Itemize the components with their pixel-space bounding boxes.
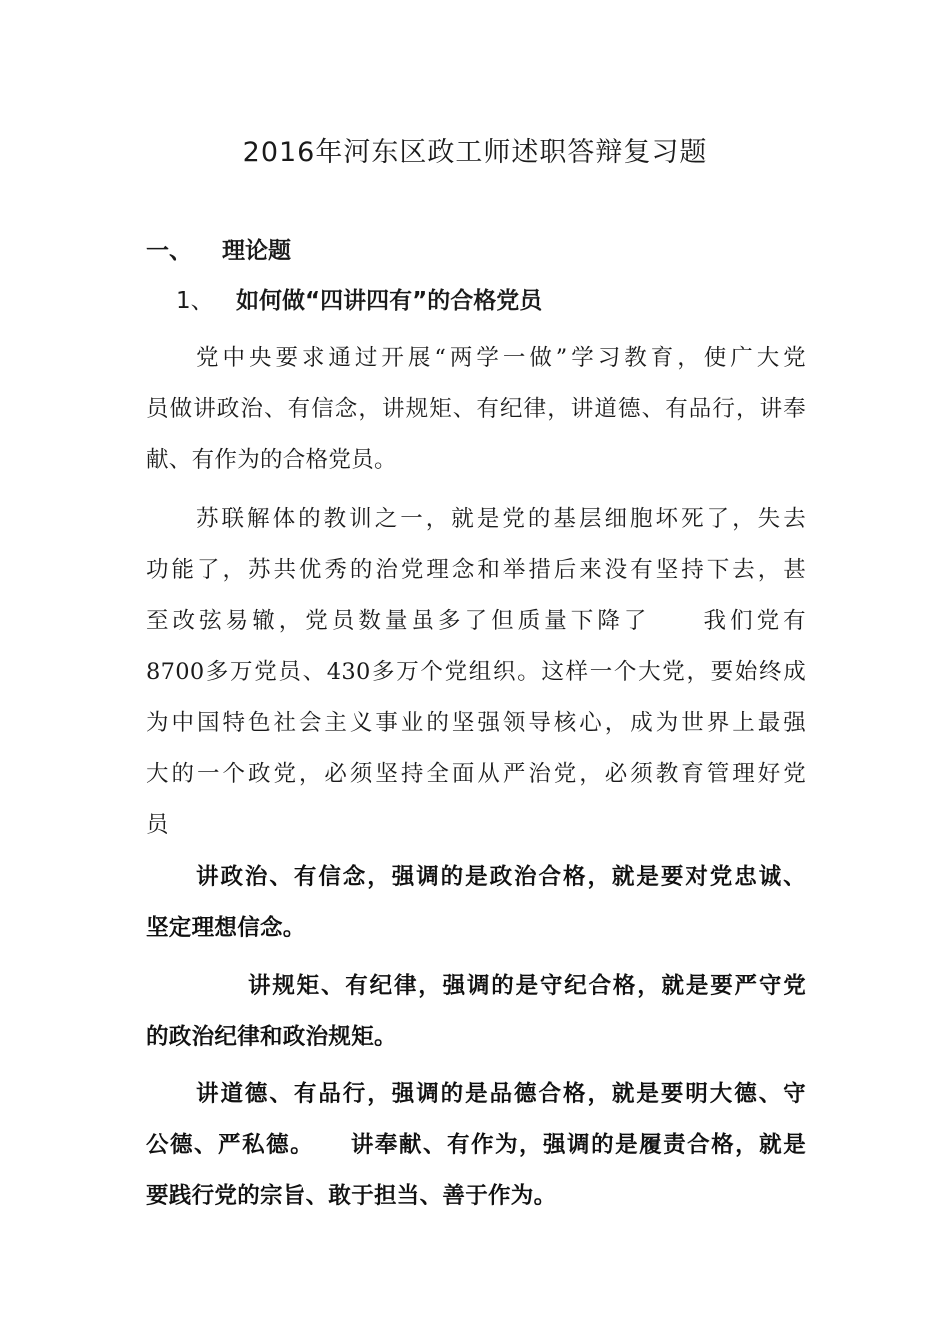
- paragraph-4: [146, 961, 806, 1063]
- paragraph-2: [146, 494, 806, 851]
- paragraph-3: [146, 852, 806, 954]
- paragraph-line: 员做讲政治、有信念，讲规矩、有纪律，讲道德、有品行，讲奉: [146, 396, 806, 422]
- question-number: 1、: [176, 288, 214, 314]
- section-number: 一、: [146, 238, 192, 264]
- paragraph-line: 公德、严私德。 讲奉献、有作为，强调的是履责合格，就是: [146, 1132, 806, 1158]
- document-title: 2016年河东区政工师述职答辩复习题: [242, 137, 708, 168]
- section-heading: [146, 232, 291, 265]
- paragraph-line: 党中央要求通过开展“两学一做”学习教育，使广大党: [196, 345, 806, 371]
- question-text: 如何做“四讲四有”的合格党员: [236, 288, 543, 314]
- paragraph-line: 讲道德、有品行，强调的是品德合格，就是要明大德、守: [196, 1081, 806, 1107]
- section-heading-text: 理论题: [222, 238, 291, 264]
- paragraph-line: 要践行党的宗旨、敢于担当、善于作为。: [146, 1183, 557, 1209]
- paragraph-5: [146, 1069, 806, 1222]
- question-heading: [176, 282, 542, 315]
- paragraph-1: [146, 333, 806, 486]
- paragraph-line: 8700多万党员、430多万个党组织。这样一个大党，要始终成: [146, 659, 806, 685]
- paragraph-line: 的政治纪律和政治规矩。: [146, 1024, 397, 1050]
- paragraph-line: 至改弦易辙，党员数量虽多了但质量下降了 我们党有: [146, 608, 806, 634]
- paragraph-line: 讲规矩、有纪律，强调的是守纪合格，就是要严守党: [248, 973, 806, 999]
- paragraph-line: 苏联解体的教训之一，就是党的基层细胞坏死了，失去: [196, 506, 806, 532]
- paragraph-line: 为中国特色社会主义事业的坚强领导核心，成为世界上最强: [146, 710, 806, 736]
- paragraph-line: 坚定理想信念。: [146, 915, 306, 941]
- paragraph-line: 功能了，苏共优秀的治党理念和举措后来没有坚持下去，甚: [146, 557, 806, 583]
- paragraph-line: 员: [146, 812, 169, 838]
- paragraph-line: 讲政治、有信念，强调的是政治合格，就是要对党忠诚、: [196, 864, 806, 890]
- paragraph-line: 献、有作为的合格党员。: [146, 447, 397, 473]
- paragraph-line: 大的一个政党，必须坚持全面从严治党，必须教育管理好党: [146, 761, 806, 787]
